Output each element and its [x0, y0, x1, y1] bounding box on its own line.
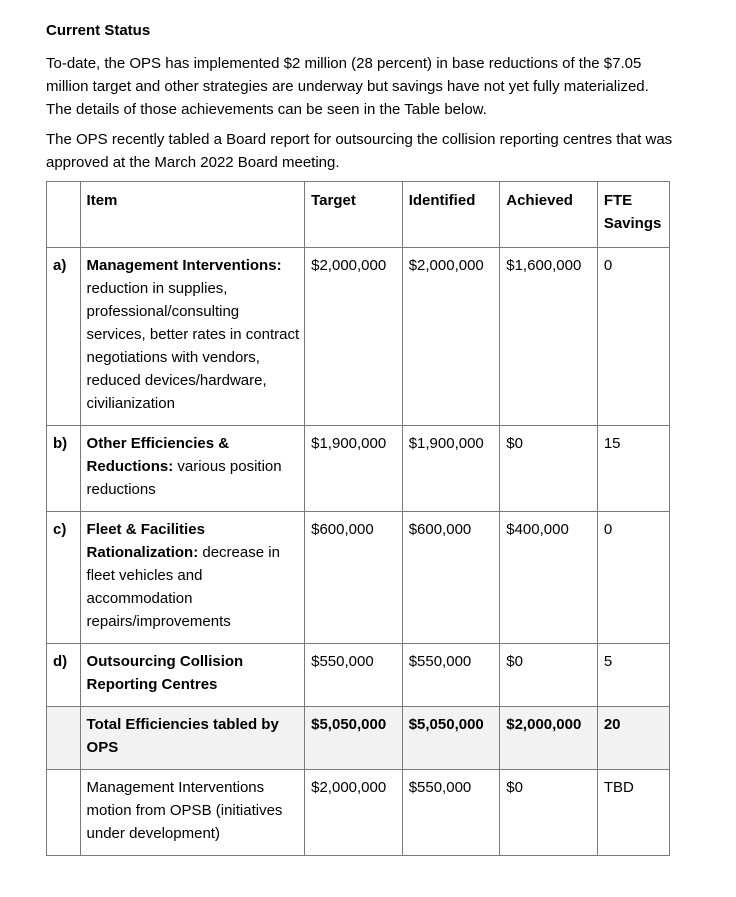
row-target: $550,000	[305, 644, 403, 707]
total-identified: $5,050,000	[402, 707, 500, 770]
table-row	[47, 512, 670, 644]
table-row	[47, 248, 670, 426]
header-letter	[47, 182, 81, 248]
total-letter	[47, 707, 81, 770]
header-identified: Identified	[402, 182, 500, 248]
extra-identified: $550,000	[402, 770, 500, 856]
section-heading: Current Status	[46, 22, 151, 39]
row-item	[80, 248, 305, 426]
row-item	[80, 426, 305, 512]
row-achieved: $1,600,000	[500, 248, 598, 426]
status-paragraph: To-date, the OPS has implemented $2 million (28 percent) in base reductions of the $7.05 million target and other strategies are underway but savings have not yet fully materialized. The details of those achievements can be seen in the Table below.	[46, 55, 649, 118]
opsb-motion-row	[47, 770, 670, 856]
extra-fte: TBD	[597, 770, 669, 856]
row-fte: 0	[597, 248, 669, 426]
total-label: Total Efficiencies tabled by OPS	[80, 707, 305, 770]
extra-label: Management Interventions motion from OPSB (initiatives under development)	[80, 770, 305, 856]
row-target: $600,000	[305, 512, 403, 644]
row-identified: $600,000	[402, 512, 500, 644]
row-item-title: Management Interventions:	[86, 257, 282, 274]
row-letter: c)	[47, 512, 81, 644]
row-fte: 0	[597, 512, 669, 644]
row-letter: d)	[47, 644, 81, 707]
row-item-desc: decrease in fleet vehicles and accommodation repairs/improvements	[86, 544, 280, 630]
row-achieved: $0	[500, 426, 598, 512]
row-letter: a)	[47, 248, 81, 426]
row-item-title: Fleet & Facilities Rationalization:	[86, 521, 205, 561]
board-report-paragraph: The OPS recently tabled a Board report for outsourcing the collision reporting centres that was approved at the March 2022 Board meeting.	[46, 131, 673, 171]
row-fte: 15	[597, 426, 669, 512]
total-achieved: $2,000,000	[500, 707, 598, 770]
total-fte: 20	[597, 707, 669, 770]
extra-letter	[47, 770, 81, 856]
row-target: $2,000,000	[305, 248, 403, 426]
row-identified: $2,000,000	[402, 248, 500, 426]
row-item-title: Outsourcing Collision Reporting Centres	[86, 653, 244, 693]
row-achieved: $0	[500, 644, 598, 707]
extra-target: $2,000,000	[305, 770, 403, 856]
extra-achieved: $0	[500, 770, 598, 856]
row-letter: b)	[47, 426, 81, 512]
row-item-desc: various position reductions	[86, 458, 282, 498]
row-identified: $550,000	[402, 644, 500, 707]
header-target: Target	[305, 182, 403, 248]
total-row	[47, 707, 670, 770]
total-target: $5,050,000	[305, 707, 403, 770]
row-target: $1,900,000	[305, 426, 403, 512]
table-header-row	[47, 182, 670, 248]
header-achieved: Achieved	[500, 182, 598, 248]
row-item	[80, 512, 305, 644]
row-fte: 5	[597, 644, 669, 707]
row-identified: $1,900,000	[402, 426, 500, 512]
row-item-title: Other Efficiencies & Reductions:	[86, 435, 230, 475]
row-item-desc: reduction in supplies, professional/consulting services, better rates in contract negotiations with vendors, reduced devices/hardware, civilianization	[86, 280, 300, 412]
header-fte-savings: FTE Savings	[597, 182, 669, 248]
row-achieved: $400,000	[500, 512, 598, 644]
table-row	[47, 426, 670, 512]
row-item	[80, 644, 305, 707]
table-row	[47, 644, 670, 707]
header-item: Item	[80, 182, 305, 248]
efficiencies-table	[46, 181, 670, 856]
